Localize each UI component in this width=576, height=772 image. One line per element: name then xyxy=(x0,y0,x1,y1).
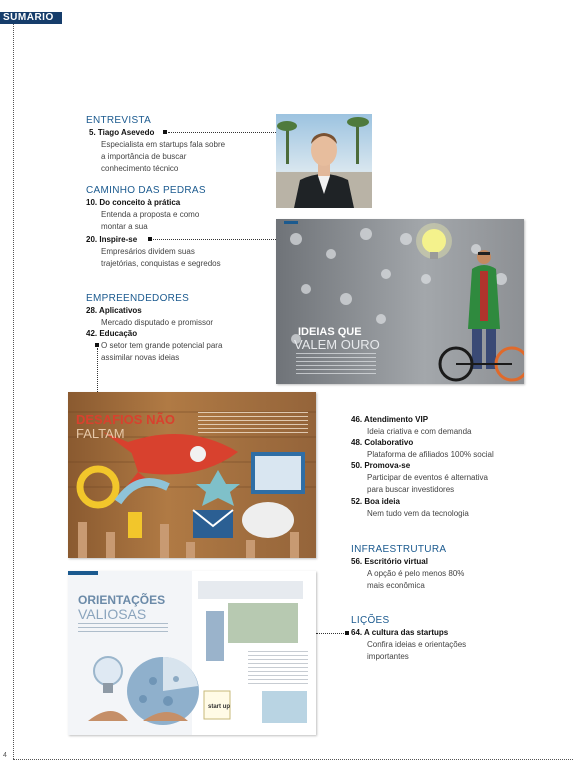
page-title: SUMÁRIO xyxy=(3,12,54,23)
spread-body-text xyxy=(78,623,168,633)
toc-item-title[interactable]: 50. Promova-se xyxy=(351,461,411,470)
toc-item-desc: A opção é pelo menos 80% mais econômica xyxy=(367,569,465,590)
toc-item-desc: O setor tem grande potencial para assimilar novas ideias xyxy=(101,341,223,362)
section-title-licoes: LIÇÕES xyxy=(351,615,390,626)
bullet-marker xyxy=(163,130,167,134)
spread-title: VALEM OURO xyxy=(294,337,380,352)
spread-title: ORIENTAÇÕES xyxy=(78,593,166,607)
toc-item-title[interactable]: 20. Inspire-se xyxy=(86,235,138,244)
spread-title: VALIOSAS xyxy=(78,606,147,622)
spread-title: IDEIAS QUE xyxy=(298,326,362,338)
magazine-spread-ideias xyxy=(276,219,524,384)
toc-item-title[interactable]: 52. Boa ideia xyxy=(351,497,400,506)
bottom-rule xyxy=(13,759,573,760)
left-margin-line xyxy=(13,24,14,759)
toc-item-desc: Entenda a proposta e como montar a sua xyxy=(101,210,200,231)
toc-item-desc: Plataforma de afiliados 100% social xyxy=(367,450,494,459)
toc-item-title[interactable]: 48. Colaborativo xyxy=(351,438,414,447)
toc-item-title[interactable]: 42. Educação xyxy=(86,329,138,338)
bullet-marker xyxy=(345,631,349,635)
section-title-entrevista: ENTREVISTA xyxy=(86,115,152,126)
toc-item-desc: Empresários dividem suas trajetórias, conquistas e segredos xyxy=(101,247,221,268)
leader-line xyxy=(97,348,98,392)
toc-item-title[interactable]: 64. A cultura das startups xyxy=(351,628,449,637)
toc-item-desc: Ideia criativa e com demanda xyxy=(367,427,472,436)
page-number: 4 xyxy=(3,752,7,759)
magazine-spread-orientacoes xyxy=(68,571,316,735)
spread-body-text xyxy=(296,353,376,375)
leader-line xyxy=(168,132,276,133)
portrait-photo xyxy=(276,114,372,208)
toc-item-desc: Confira ideias e orientações importantes xyxy=(367,640,467,661)
leader-line xyxy=(316,633,344,634)
section-title-empreendedores: EMPREENDEDORES xyxy=(86,293,190,304)
toc-item-desc: Participar de eventos é alternativa para buscar investidores xyxy=(367,473,488,494)
spread-body-text xyxy=(198,412,308,434)
bullet-marker xyxy=(148,237,152,241)
section-title-infraestrutura: INFRAESTRUTURA xyxy=(351,544,447,555)
magazine-spread-desafios xyxy=(68,392,316,558)
toc-item-title[interactable]: 56. Escritório virtual xyxy=(351,557,428,566)
toc-item-title[interactable]: 5. Tiago Asevedo xyxy=(89,128,155,137)
toc-item-desc: Especialista em startups fala sobre a importância de buscar conhecimento técnico xyxy=(101,140,226,173)
toc-item-title[interactable]: 28. Aplicativos xyxy=(86,306,142,315)
bullet-marker xyxy=(95,343,99,347)
toc-item-desc: Nem tudo vem da tecnologia xyxy=(367,509,469,518)
spread-body-text xyxy=(248,651,308,687)
toc-item-title[interactable]: 10. Do conceito à prática xyxy=(86,198,181,207)
section-title-caminho: CAMINHO DAS PEDRAS xyxy=(86,185,206,196)
spread-title: DESAFIOS NÃO xyxy=(76,412,175,427)
spread-title: FALTAM xyxy=(76,426,125,441)
leader-line xyxy=(153,239,276,240)
sticky-note-text: start up xyxy=(208,704,231,710)
toc-item-title[interactable]: 46. Atendimento VIP xyxy=(351,415,429,424)
toc-item-desc: Mercado disputado e promissor xyxy=(101,318,214,327)
